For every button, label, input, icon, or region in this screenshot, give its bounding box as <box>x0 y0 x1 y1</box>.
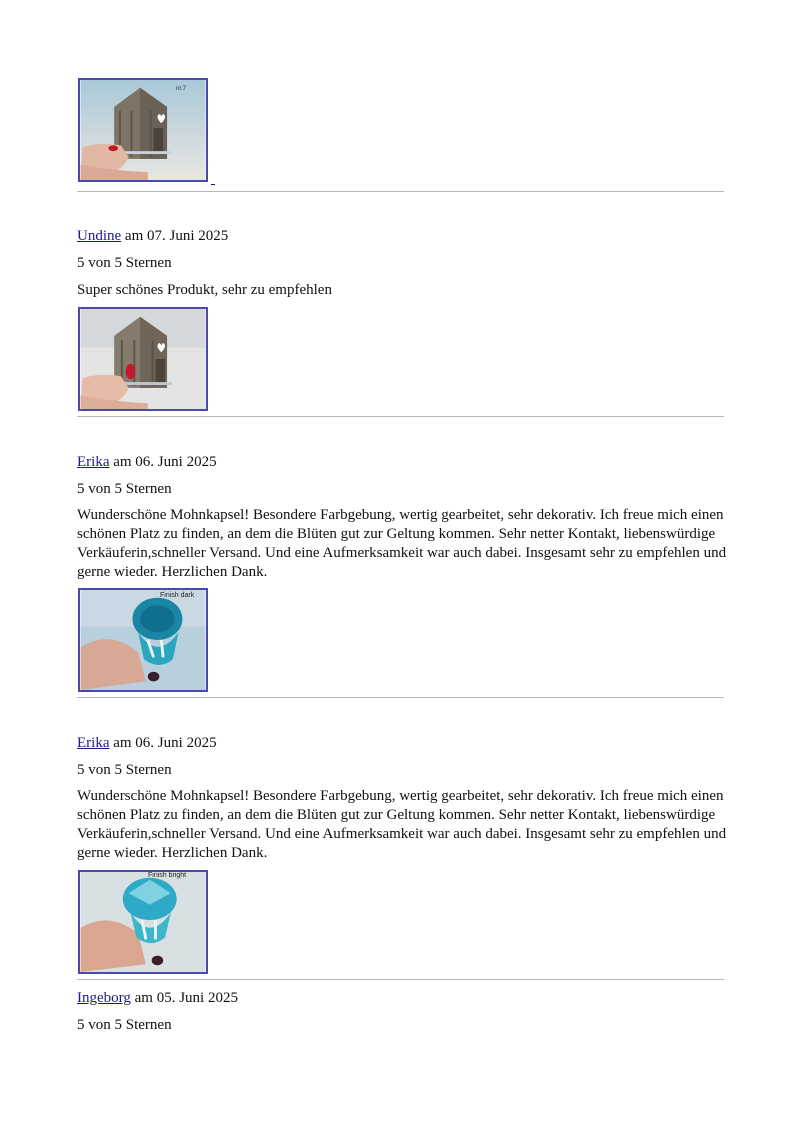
review-author-link[interactable]: Undine <box>77 228 122 244</box>
review-text: Super schönes Produkt, sehr zu empfehlen <box>77 282 332 298</box>
review-rating: 5 von 5 Sternen <box>77 762 172 778</box>
review-image-link[interactable] <box>78 78 214 186</box>
house-photo-icon <box>80 80 206 180</box>
poppy-capsule-icon <box>80 872 206 972</box>
review-divider <box>77 979 724 980</box>
image-caption: Finish bright <box>148 872 187 879</box>
review-image-link[interactable] <box>78 870 214 978</box>
review-author-link[interactable]: Erika <box>77 454 110 470</box>
house-photo-thumbnail[interactable] <box>78 307 208 411</box>
review-divider <box>77 416 724 417</box>
review-text: Wunderschöne Mohnkapsel! Besondere Farbgebung, wertig gearbeitet, sehr dekorativ. Ich freue mich einen schönen Platz zu finden, an dem die Blüten gut zur Geltung kommen. Sehr netter Kontakt, liebenswürdige Verkäuferin,schneller Versand. Und eine Aufmerksamkeit war auch dabei. Insgesamt sehr zu empfehlen und gerne wieder. Herzlichen Dank. <box>77 507 727 580</box>
review-divider <box>77 697 724 698</box>
review-header <box>77 989 238 1007</box>
poppy-capsule-thumbnail[interactable] <box>78 588 208 692</box>
review-divider <box>77 191 724 192</box>
house-photo-icon <box>80 309 206 409</box>
review-date: am 07. Juni 2025 <box>121 228 229 244</box>
review-text: Wunderschöne Mohnkapsel! Besondere Farbgebung, wertig gearbeitet, sehr dekorativ. Ich freue mich einen schönen Platz zu finden, an dem die Blüten gut zur Geltung kommen. Sehr netter Kontakt, liebenswürdige Verkäuferin,schneller Versand. Und eine Aufmerksamkeit war auch dabei. Insgesamt sehr zu empfehlen und gerne wieder. Herzlichen Dank. <box>77 788 727 861</box>
review-rating: 5 von 5 Sternen <box>77 255 172 271</box>
review-date: am 06. Juni 2025 <box>109 735 217 751</box>
review-header <box>77 453 217 471</box>
review-image-link[interactable] <box>78 588 214 696</box>
poppy-capsule-icon <box>80 590 206 690</box>
review-author-link[interactable]: Erika <box>77 735 110 751</box>
review-rating: 5 von 5 Sternen <box>77 481 172 497</box>
image-caption: Finish dark <box>160 592 195 599</box>
house-photo-thumbnail[interactable] <box>78 78 208 182</box>
image-caption: nr.7 <box>176 86 187 92</box>
poppy-capsule-thumbnail[interactable] <box>78 870 208 974</box>
review-image-link[interactable] <box>78 307 214 415</box>
review-author-link[interactable]: Ingeborg <box>77 990 131 1006</box>
link-underline <box>211 184 215 185</box>
review-date: am 05. Juni 2025 <box>130 990 238 1006</box>
review-date: am 06. Juni 2025 <box>109 454 217 470</box>
review-header <box>77 227 228 245</box>
review-rating: 5 von 5 Sternen <box>77 1017 172 1033</box>
review-header <box>77 734 217 752</box>
